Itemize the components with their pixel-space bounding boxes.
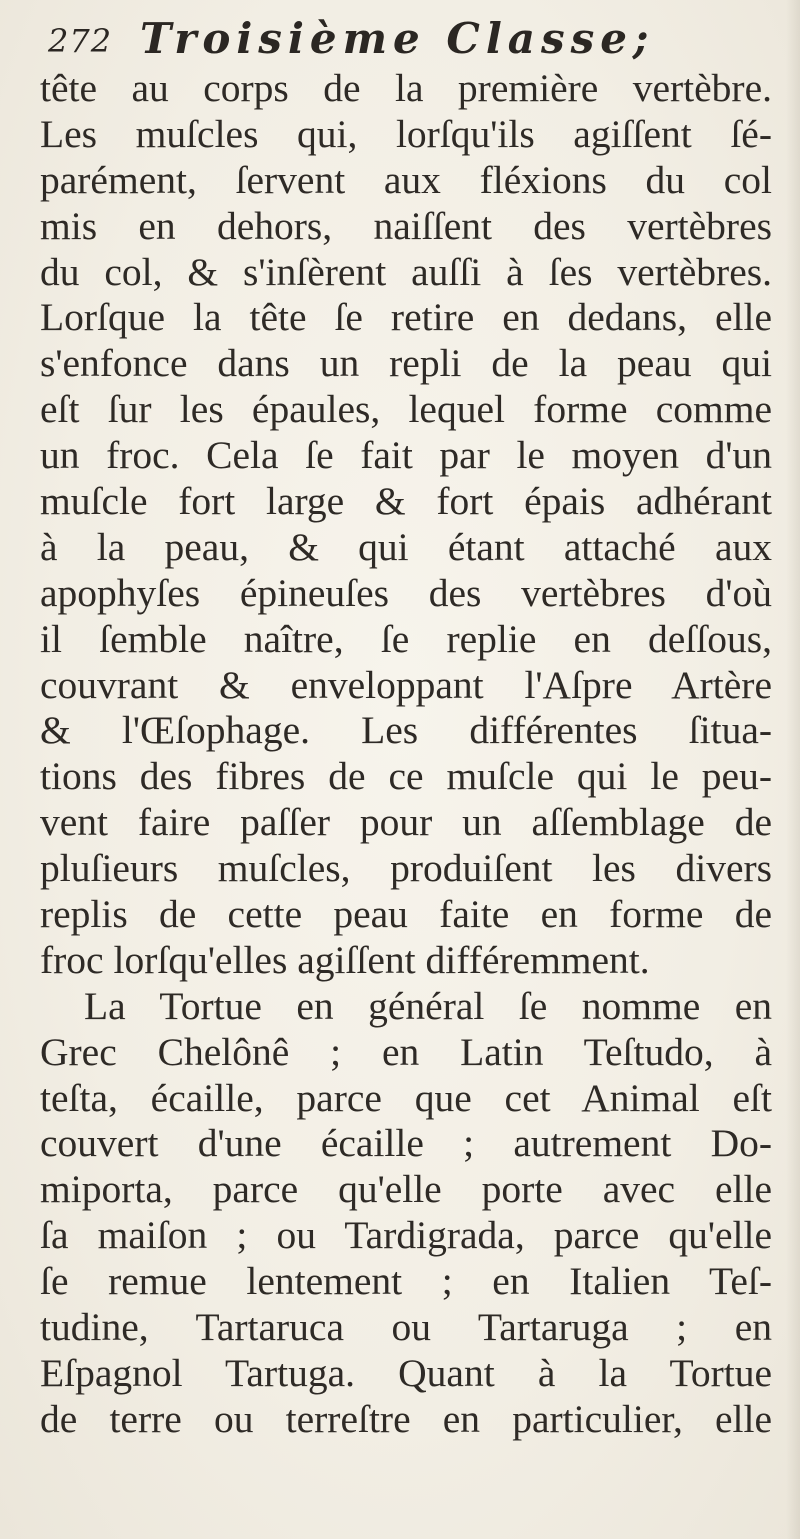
body-text bbox=[40, 66, 772, 1443]
paper-edge-shadow bbox=[786, 0, 800, 1539]
text-line: il ſemble naître, ſe replie en deſſous, bbox=[40, 616, 772, 661]
text-line: froc lorſqu'elles agiſſent différemment. bbox=[40, 937, 650, 982]
page-header bbox=[48, 8, 778, 70]
text-line: ſa maiſon ; ou Tardigrada, parce qu'elle bbox=[40, 1213, 772, 1258]
text-line: tions des fibres de ce muſcle qui le peu- bbox=[40, 754, 772, 799]
paragraph-start-line: La Tortue en général ſe nomme en bbox=[84, 983, 772, 1028]
text-line: tête au corps de la première vertèbre. bbox=[40, 66, 772, 110]
text-line: replis de cette peau faite en forme de bbox=[40, 892, 772, 937]
text-line: mis en dehors, naiſſent des vertèbres bbox=[40, 203, 772, 248]
text-line: du col, & s'inſèrent auſſi à ſes vertèbres. bbox=[40, 249, 772, 294]
text-line: Lorſque la tête ſe retire en dedans, elle bbox=[40, 295, 772, 340]
text-line: parément, ſervent aux fléxions du col bbox=[40, 157, 772, 202]
text-line: de terre ou terreſtre en particulier, elle bbox=[40, 1396, 772, 1441]
text-line: teſta, écaille, parce que cet Animal eſt bbox=[40, 1075, 772, 1120]
text-line: tudine, Tartaruca ou Tartaruga ; en bbox=[40, 1305, 772, 1350]
text-line: Grec Chelônê ; en Latin Teſtudo, à bbox=[40, 1029, 772, 1074]
text-line: & l'Œſophage. Les différentes ſitua- bbox=[40, 708, 772, 753]
text-line: ſe remue lentement ; en Italien Teſ- bbox=[40, 1259, 772, 1304]
text-line: couvrant & enveloppant l'Aſpre Artère bbox=[40, 662, 772, 707]
text-line: miporta, parce qu'elle porte avec elle bbox=[40, 1167, 772, 1212]
text-line: eſt ſur les épaules, lequel forme comme bbox=[40, 387, 772, 432]
text-line: un froc. Cela ſe fait par le moyen d'un bbox=[40, 433, 772, 478]
text-line: à la peau, & qui étant attaché aux bbox=[40, 524, 772, 569]
text-line: Eſpagnol Tartuga. Quant à la Tortue bbox=[40, 1350, 772, 1395]
text-line: Les muſcles qui, lorſqu'ils agiſſent ſé- bbox=[40, 111, 772, 156]
text-line: pluſieurs muſcles, produiſent les divers bbox=[40, 846, 772, 891]
text-line: muſcle fort large & fort épais adhérant bbox=[40, 479, 772, 524]
running-title: Troisième Classe; bbox=[140, 14, 655, 63]
text-line: couvert d'une écaille ; autrement Do- bbox=[40, 1121, 772, 1166]
text-line: vent faire paſſer pour un aſſemblage de bbox=[40, 800, 772, 845]
text-line: s'enfonce dans un repli de la peau qui bbox=[40, 341, 772, 386]
text-line: apophyſes épineuſes des vertèbres d'où bbox=[40, 570, 772, 615]
page-number: 272 bbox=[48, 22, 113, 60]
